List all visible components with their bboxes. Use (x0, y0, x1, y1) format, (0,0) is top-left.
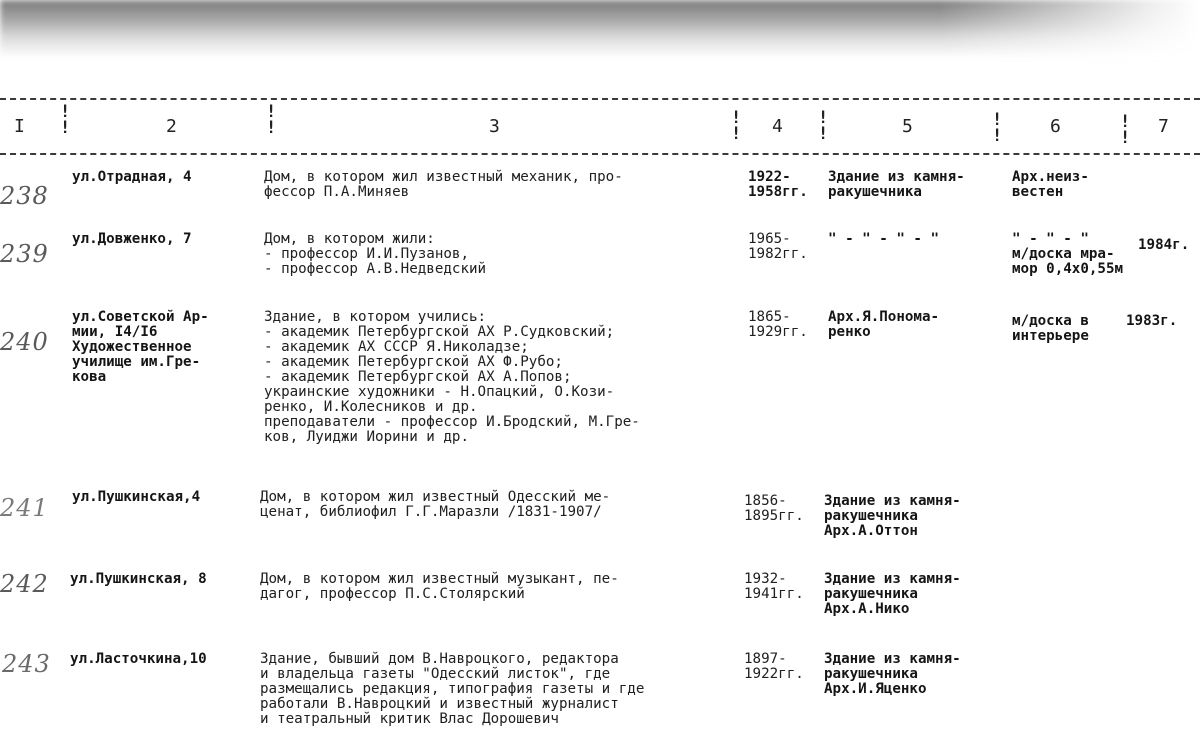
row-extra: 1984г. (1138, 237, 1190, 253)
row-building: Здание из камня- ракушечника Арх.И.Яценко (824, 651, 961, 697)
row-number: 243 (2, 650, 51, 678)
column-header-1: I (14, 116, 25, 137)
row-number: 238 (0, 182, 49, 210)
row-description: Здание, бывший дом В.Навроцкого, редактора и владельца газеты "Одесский листок", где размещались редакция, типография газеты и где работали В.Навроцкий и известный журналист и театральный критик Влас Дорошевич (260, 651, 645, 727)
column-separator: ! ! (1120, 112, 1131, 148)
row-description: Дом, в котором жили: - профессор И.И.Пузанов, - профессор А.В.Недведский (264, 231, 487, 277)
column-header-7: 7 (1158, 116, 1169, 137)
column-separator: ! ! (818, 108, 829, 144)
column-header-5: 5 (902, 116, 913, 137)
row-years: 1922- 1958гг. (748, 169, 808, 200)
row-extra: 1983г. (1126, 313, 1178, 329)
row-years: 1897- 1922гг. (744, 651, 804, 682)
row-status: м/доска в интерьере (1012, 313, 1089, 344)
row-number: 242 (0, 570, 49, 598)
row-description: Дом, в котором жил известный музыкант, пе- дагог, профессор П.С.Столярский (260, 571, 619, 602)
row-years: 1865- 1929гг. (748, 309, 808, 340)
header-top-rule (0, 98, 1200, 100)
row-building: Здание из камня- ракушечника Арх.А.Нико (824, 571, 961, 617)
column-header-3: 3 (489, 116, 500, 137)
row-description: Дом, в котором жил известный механик, про- фессор П.А.Миняев (264, 169, 623, 200)
row-building: Арх.Я.Понома- ренко (828, 309, 940, 340)
column-separator: ! ! (60, 102, 71, 138)
row-address: ул.Пушкинская,4 (72, 489, 201, 505)
row-building: Здание из камня- ракушечника Арх.А.Оттон (824, 493, 961, 539)
row-address: ул.Ласточкина,10 (70, 651, 207, 667)
row-number: 239 (0, 240, 49, 268)
row-address: ул.Пушкинская, 8 (70, 571, 207, 587)
column-header-6: 6 (1050, 116, 1061, 137)
row-address: ул.Отрадная, 4 (72, 169, 192, 185)
row-number: 240 (0, 328, 49, 356)
column-header-4: 4 (772, 116, 783, 137)
row-building: Здание из камня- ракушечника (828, 169, 965, 200)
column-header-2: 2 (166, 116, 177, 137)
row-status: Арх.неиз- вестен (1012, 169, 1089, 200)
row-building: " - " - " - " (828, 231, 940, 247)
column-separator: ! ! (266, 102, 277, 138)
row-description: Дом, в котором жил известный Одесский ме- ценат, библиофил Г.Г.Маразли /1831-1907/ (260, 489, 611, 520)
column-separator: ! ! (731, 108, 742, 144)
row-status: " - " - " м/доска мра- мор 0,4х0,55м (1012, 231, 1124, 277)
row-number: 241 (0, 494, 49, 522)
row-description: Здание, в котором учились: - академик Петербургской АХ Р.Судковский; - академик АХ СССР Я.Николадзе; - академик Петербургской АХ Ф.Рубо; - академик Петербургской АХ А.Попов; украинские художники - Н.Опацкий, О.Кози- ренко, И.Колесников и др. преподаватели - профессор И.Бродский, М.Гре- ков, Луиджи Иорини и др. (264, 309, 640, 445)
column-separator: ! ! (992, 110, 1003, 146)
header-bottom-rule (0, 153, 1200, 155)
row-years: 1932- 1941гг. (744, 571, 804, 602)
row-address: ул.Довженко, 7 (72, 231, 192, 247)
row-years: 1965- 1982гг. (748, 231, 808, 262)
row-address: ул.Советской Ар- мии, I4/I6 Художественное училище им.Гре- кова (72, 309, 209, 385)
row-years: 1856- 1895гг. (744, 493, 804, 524)
